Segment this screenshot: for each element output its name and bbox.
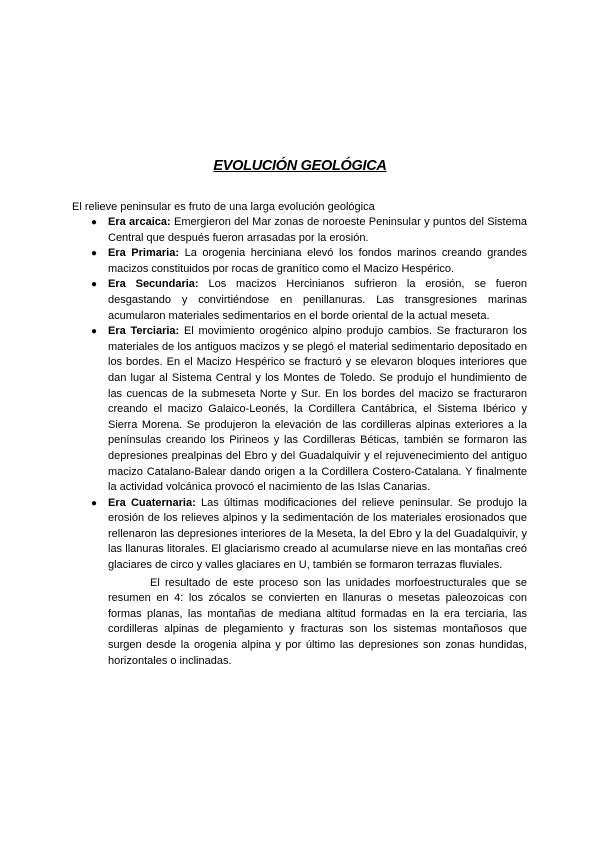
era-label: Era Cuaternaria: [108,496,196,509]
bullet-icon: ● [91,497,98,509]
era-text: Los macizos Hercinianos sufrieron la erosión, se fueron desgastando y convirtiéndose en penillanuras. Las transgresiones marinas acumularon materiales sedimentarios en el borde oriental de la actual meseta. [108,278,527,322]
bullet-icon: ● [91,248,98,260]
bullet-icon: ● [91,217,98,228]
intro-paragraph: El relieve peninsular es fruto de una larga evolución geológica [72,201,375,213]
list-item-era-primaria [91,246,528,277]
page-title: EVOLUCIÓN GEOLÓGICA [213,158,387,174]
list-item-era-cuaternaria [91,496,527,670]
era-label: Era Terciaria: [108,325,180,338]
bullet-icon: ● [91,326,98,338]
era-text: Emergieron del Mar zonas de noroeste Peninsular y puntos del Sistema Central que después fueron arrasadas por la erosión. [108,216,527,244]
era-label: Era arcaica: [108,216,171,228]
era-list [91,215,528,669]
list-item-era-terciaria [91,324,528,496]
conclusion-paragraph: El resultado de este proceso son las unidades morfoestructurales que se resumen en 4: los zócalos se convierten en llanuras o mesetas paleozoicas con formas planas, las montañas de mediana altitud formadas en la era terciaria, las cordilleras alpinas de plegamiento y fracturas son los sistemas montañosos que surgen desde la orogenia alpina y por último las depresiones son zonas hundidas, horizontales o inclinadas. [108,576,527,667]
era-text: Las últimas modificaciones del relieve peninsular. Se produjo la erosión de los relieves alpinos y la sedimentación de los materiales erosionados que rellenaron las depresiones interiores de la Meseta, la del Ebro y la del Guadalquivir, y las llanuras litorales. El glaciarismo creado al acumularse nieve en las montañas creó glaciares de circo y valles glaciares en U, también se formaron terrazas fluviales. [108,496,527,572]
era-text: El movimiento orogénico alpino produjo cambios. Se fracturaron los materiales de los antiguos macizos y se plegó el material sedimentario depositado en los bordes. En el Macizo Hespérico se fracturó y se elevaron bloques interiores que dan lugar al Sistema Central y los Montes de Toledo. Se produjo el hundimiento de las cuencas de la submeseta Norte y Sur. En los bordes del macizo se fracturaron creando el macizo Galaico-Leonés, la Cordillera Cantábrica, el Sistema Ibérico y Sierra Morena. Se produjeron la elevación de las cordilleras alpinas exteriores a la penínsulas creando los Pirineos y las Cordilleras Béticas, también se formaron las depresiones prealpinas del Ebro y del Guadalquivir y el rejuvenecimiento del antiguo macizo Catalano-Balear dando origen a la Cordillera Costero-Catalana. Y finalmente la actividad volcánica provocó el nacimiento de las Islas Canarias. [108,325,528,494]
bullet-icon: ● [91,279,98,291]
era-label: Era Secundaria: [108,278,199,291]
list-item-era-arcaica [91,215,527,246]
era-text: La orogenia herciniana elevó los fondos marinos creando grandes macizos constituidos por rocas de granítico como el Macizo Hespérico. [108,247,528,275]
list-item-era-secundaria [91,277,527,324]
era-label: Era Primaria: [108,247,180,260]
